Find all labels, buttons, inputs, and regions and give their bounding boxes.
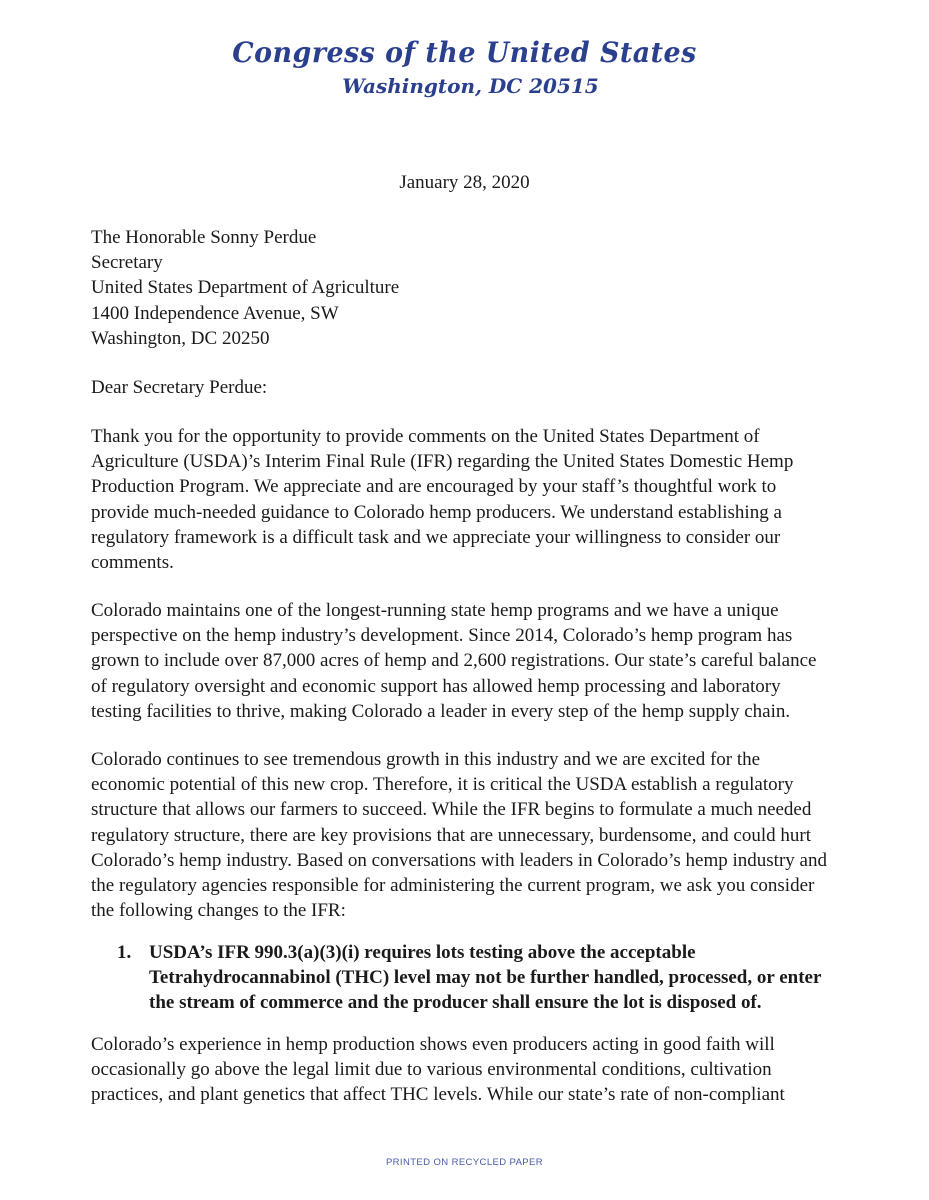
salutation xyxy=(91,375,851,400)
addressee-line: 1400 Independence Avenue, SW xyxy=(91,302,339,324)
paragraph-line: practices, and plant genetics that affect THC levels. While our state’s rate of non-compliant xyxy=(91,1084,785,1106)
addressee-line: Secretary xyxy=(91,252,163,274)
paragraph-line: Colorado’s hemp industry. Based on conversations with leaders in Colorado’s hemp industry and xyxy=(91,849,827,871)
recycled-paper-footer: PRINTED ON RECYCLED PAPER xyxy=(385,1157,544,1168)
paragraph-line: structure that allows our farmers to succeed. While the IFR begins to formulate a much needed xyxy=(91,799,812,821)
paragraph-line: the regulatory agencies responsible for administering the current program, we ask you consider xyxy=(91,875,815,897)
item-line: the stream of commerce and the producer shall ensure the lot is disposed of. xyxy=(149,992,762,1014)
paragraph-line: the following changes to the IFR: xyxy=(91,900,346,922)
paragraph-line: of regulatory oversight and economic support has allowed hemp processing and laboratory xyxy=(91,675,781,697)
paragraph-line: regulatory structure, there are key provisions that are unnecessary, burdensome, and could hurt xyxy=(91,824,811,846)
paragraph-line: occasionally go above the legal limit due to various environmental conditions, cultivation xyxy=(91,1059,772,1081)
addressee-line: United States Department of Agriculture xyxy=(91,277,400,299)
paragraph-line: testing facilities to thrive, making Colorado a leader in every step of the hemp supply chain. xyxy=(91,700,791,722)
paragraph-line: Agriculture (USDA)’s Interim Final Rule (IFR) regarding the United States Domestic Hemp xyxy=(91,451,794,473)
paragraph-line: provide much-needed guidance to Colorado hemp producers. We understand establishing a xyxy=(91,501,782,523)
salutation-text: Dear Secretary Perdue: xyxy=(91,377,268,398)
addressee-line: The Honorable Sonny Perdue xyxy=(91,227,317,248)
letter-date: January 28, 2020 xyxy=(399,172,530,193)
paragraph-line: Colorado maintains one of the longest-running state hemp programs and we have a unique xyxy=(91,600,779,621)
paragraph-line: Colorado’s experience in hemp production shows even producers acting in good faith will xyxy=(91,1034,775,1055)
item-line: USDA’s IFR 990.3(a)(3)(i) requires lots testing above the acceptable xyxy=(149,942,696,963)
paragraph-intro xyxy=(91,424,851,575)
paragraph-line: regulatory framework is a difficult task and we appreciate your willingness to consider our xyxy=(91,526,781,548)
paragraph-growth xyxy=(91,747,851,923)
letterhead-city: Washington, DC 20515 xyxy=(342,74,599,98)
paragraph-line: Colorado continues to see tremendous growth in this industry and we are excited for the xyxy=(91,749,761,770)
paragraph-experience xyxy=(91,1032,851,1108)
paragraph-line: Production Program. We appreciate and are encouraged by your staff’s thoughtful work to xyxy=(91,476,777,498)
item-line: Tetrahydrocannabinol (THC) level may not be further handled, processed, or enter xyxy=(149,967,822,989)
paragraph-colorado-program xyxy=(91,598,851,724)
letterhead-title: Congress of the United States xyxy=(232,36,697,69)
paragraph-line: economic potential of this new crop. Therefore, it is critical the USDA establish a regulatory xyxy=(91,774,794,796)
addressee-line: Washington, DC 20250 xyxy=(91,327,270,349)
paragraph-line: Thank you for the opportunity to provide comments on the United States Department of xyxy=(91,426,760,447)
item-number: 1. xyxy=(117,942,132,963)
paragraph-line: grown to include over 87,000 acres of hemp and 2,600 registrations. Our state’s careful balance xyxy=(91,650,817,672)
paragraph-line: comments. xyxy=(91,552,174,574)
paragraph-line: perspective on the hemp industry’s development. Since 2014, Colorado’s hemp program has xyxy=(91,625,793,647)
addressee-block xyxy=(91,225,851,351)
item-text xyxy=(149,940,821,1016)
